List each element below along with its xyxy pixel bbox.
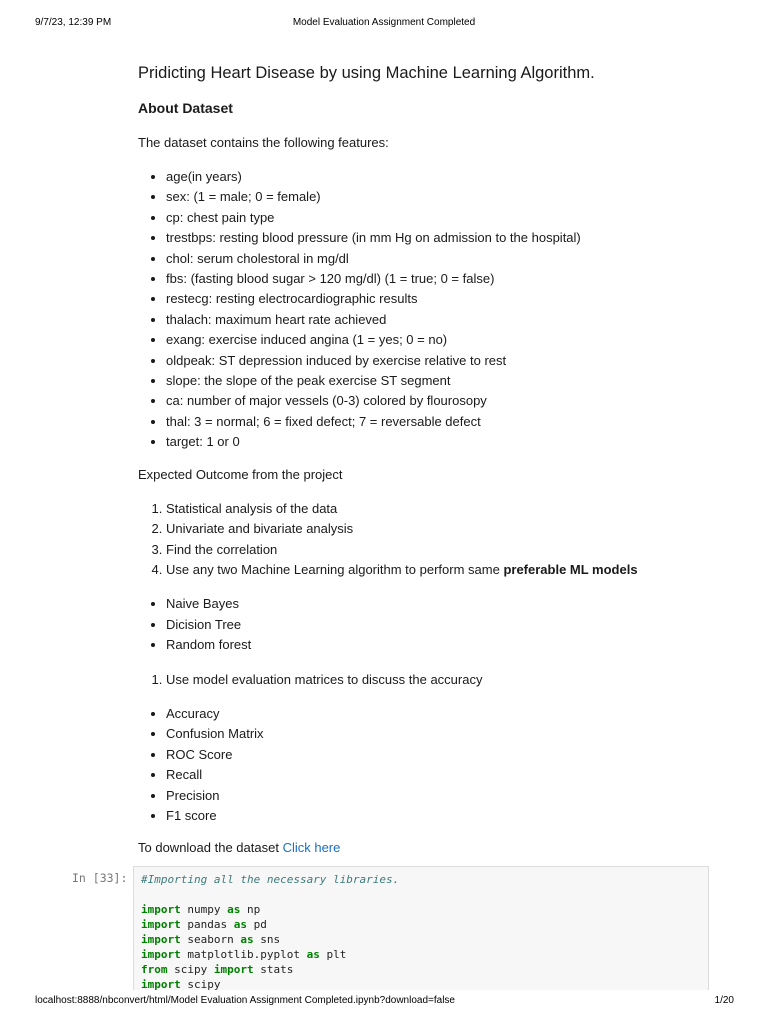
list-item: • trestbps: resting blood pressure (in mm Hg on admission to the hospital) <box>166 228 728 248</box>
evaluation-list <box>138 670 728 690</box>
code-blank-line <box>141 887 708 902</box>
list-item: • thal: 3 = normal; 6 = fixed defect; 7 = reversable defect <box>166 412 728 432</box>
download-line <box>138 838 728 858</box>
list-item: • cp: chest pain type <box>166 208 728 228</box>
code-line: import pandas as pd <box>141 918 267 931</box>
code-line: import scipy <box>141 978 221 990</box>
list-item: • oldpeak: ST depression induced by exercise relative to rest <box>166 351 728 371</box>
outcome4-bold: preferable ML models <box>503 561 638 577</box>
download-text: To download the dataset <box>138 840 283 856</box>
list-item: • Precision <box>166 786 728 806</box>
list-item <box>166 560 728 580</box>
list-item: • thalach: maximum heart rate achieved <box>166 310 728 330</box>
code-comment: #Importing all the necessary libraries. <box>141 873 400 886</box>
list-item: • age(in years) <box>166 167 728 187</box>
code-line: from scipy import stats <box>141 963 294 976</box>
markdown-cell <box>138 62 728 858</box>
list-item: • F1 score <box>166 806 728 826</box>
list-item: 2. Univariate and bivariate analysis <box>166 519 728 539</box>
list-item: • target: 1 or 0 <box>166 432 728 452</box>
code-line: import seaborn as sns <box>141 933 281 946</box>
outcome4-text: Use any two Machine Learning algorithm to perform same <box>166 561 504 577</box>
dataset-download-link[interactable]: Click here <box>282 840 341 856</box>
features-intro: The dataset contains the following features: <box>138 135 389 150</box>
code-line: import matplotlib.pyplot as plt <box>141 948 347 961</box>
list-item: • fbs: (fasting blood sugar > 120 mg/dl) (1 = true; 0 = false) <box>166 269 728 289</box>
list-item: 1. Use model evaluation matrices to discuss the accuracy <box>166 670 728 690</box>
code-line: import numpy as np <box>141 903 261 916</box>
list-item: • Naive Bayes <box>166 594 728 614</box>
print-datetime: 9/7/23, 12:39 PM <box>35 17 112 28</box>
code-cell[interactable] <box>133 866 709 990</box>
cell-prompt: In [33]: <box>72 871 128 885</box>
list-item: • exang: exercise induced angina (1 = yes; 0 = no) <box>166 330 728 350</box>
ml-models-list <box>138 594 728 655</box>
list-item: • chol: serum cholestoral in mg/dl <box>166 249 728 269</box>
list-item: • restecg: resting electrocardiographic results <box>166 289 728 309</box>
outcome-heading: Expected Outcome from the project <box>138 466 343 482</box>
list-item: • Confusion Matrix <box>166 724 728 744</box>
list-item: • slope: the slope of the peak exercise ST segment <box>166 371 728 391</box>
metrics-list <box>138 704 728 826</box>
list-item: • Random forest <box>166 635 728 655</box>
doc-title: Pridicting Heart Disease by using Machine Learning Algorithm. <box>138 64 595 82</box>
print-title: Model Evaluation Assignment Completed <box>292 17 476 28</box>
list-item: • sex: (1 = male; 0 = female) <box>166 187 728 207</box>
list-item: • ca: number of major vessels (0-3) colored by flourosopy <box>166 391 728 411</box>
list-item: • Dicision Tree <box>166 615 728 635</box>
list-item: 1. Statistical analysis of the data <box>166 499 728 519</box>
list-item: • Accuracy <box>166 704 728 724</box>
outcomes-list <box>138 499 728 581</box>
features-list <box>138 167 728 453</box>
print-page-number: 1/20 <box>714 995 734 1006</box>
print-url: localhost:8888/nbconvert/html/Model Evaluation Assignment Completed.ipynb?download=false <box>35 995 455 1006</box>
list-item: 3. Find the correlation <box>166 540 728 560</box>
about-dataset-heading: About Dataset <box>138 100 233 116</box>
list-item: • Recall <box>166 765 728 785</box>
list-item: • ROC Score <box>166 745 728 765</box>
